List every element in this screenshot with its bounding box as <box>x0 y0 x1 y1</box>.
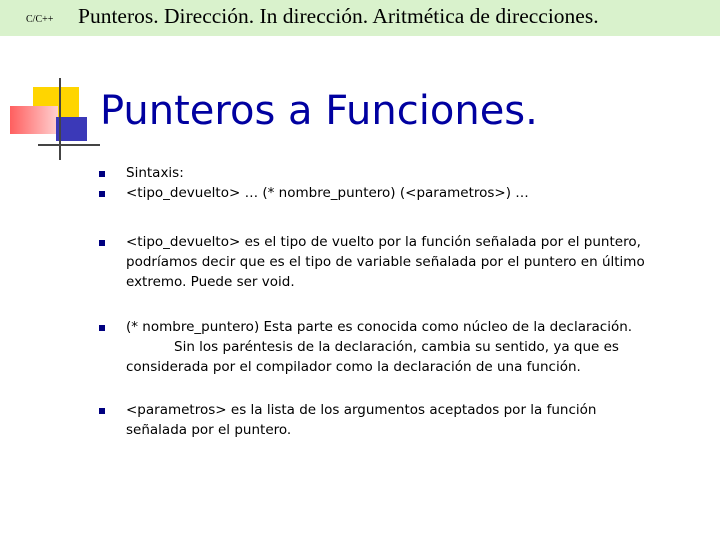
red-gradient-bar <box>10 106 58 134</box>
bullet-pointer-name <box>126 317 706 377</box>
bullet-return-type <box>126 232 706 292</box>
bullet-text: considerada por el compilador como la declaración de una función. <box>126 359 581 375</box>
vertical-line <box>59 78 61 160</box>
header-title: Punteros. Dirección. In dirección. Aritmética de direcciones. <box>78 4 599 28</box>
term-return-type: <tipo_devuelto> <box>126 234 241 250</box>
bullet-text: podríamos decir que es el tipo de variable señalada por el puntero en último <box>126 254 645 270</box>
bullet-marker <box>99 408 105 414</box>
bullet-syntax-pattern <box>126 183 706 203</box>
term-parameters: <parametros> <box>126 402 227 418</box>
decorative-squares <box>0 0 110 170</box>
bullet-marker <box>99 240 105 246</box>
bullet-marker <box>99 191 105 197</box>
bullet-text: Sintaxis: <box>126 165 184 181</box>
bullet-marker <box>99 325 105 331</box>
slide-title: Punteros a Funciones. <box>100 88 538 134</box>
bullet-text: de la declaración. <box>507 319 633 335</box>
bullet-text: extremo. Puede ser <box>126 274 262 290</box>
bullet-syntax-label <box>126 163 706 183</box>
course-tag: C/C++ <box>26 14 54 25</box>
bullet-text: Esta parte es conocida como <box>259 319 464 335</box>
keyword-nucleo: núcleo <box>463 319 508 335</box>
bullet-text: <tipo_devuelto> … (* nombre_puntero) (<parametros>) … <box>126 185 529 201</box>
bullet-text: es la lista de los argumentos aceptados por la función <box>226 402 597 418</box>
bullet-text: Sin los paréntesis de la declaración, cambia su sentido, ya que es <box>174 339 619 355</box>
bullet-marker <box>99 171 105 177</box>
bullet-text: señalada por el puntero. <box>126 422 292 438</box>
keyword-void: void <box>261 274 291 290</box>
term-pointer-name: (* nombre_puntero) <box>126 319 260 335</box>
horizontal-line <box>38 144 100 146</box>
bullet-text: es el tipo de vuelto por la función señalada por el puntero, <box>244 234 641 250</box>
bullet-text: . <box>290 274 295 290</box>
bullet-parameters <box>126 400 706 440</box>
